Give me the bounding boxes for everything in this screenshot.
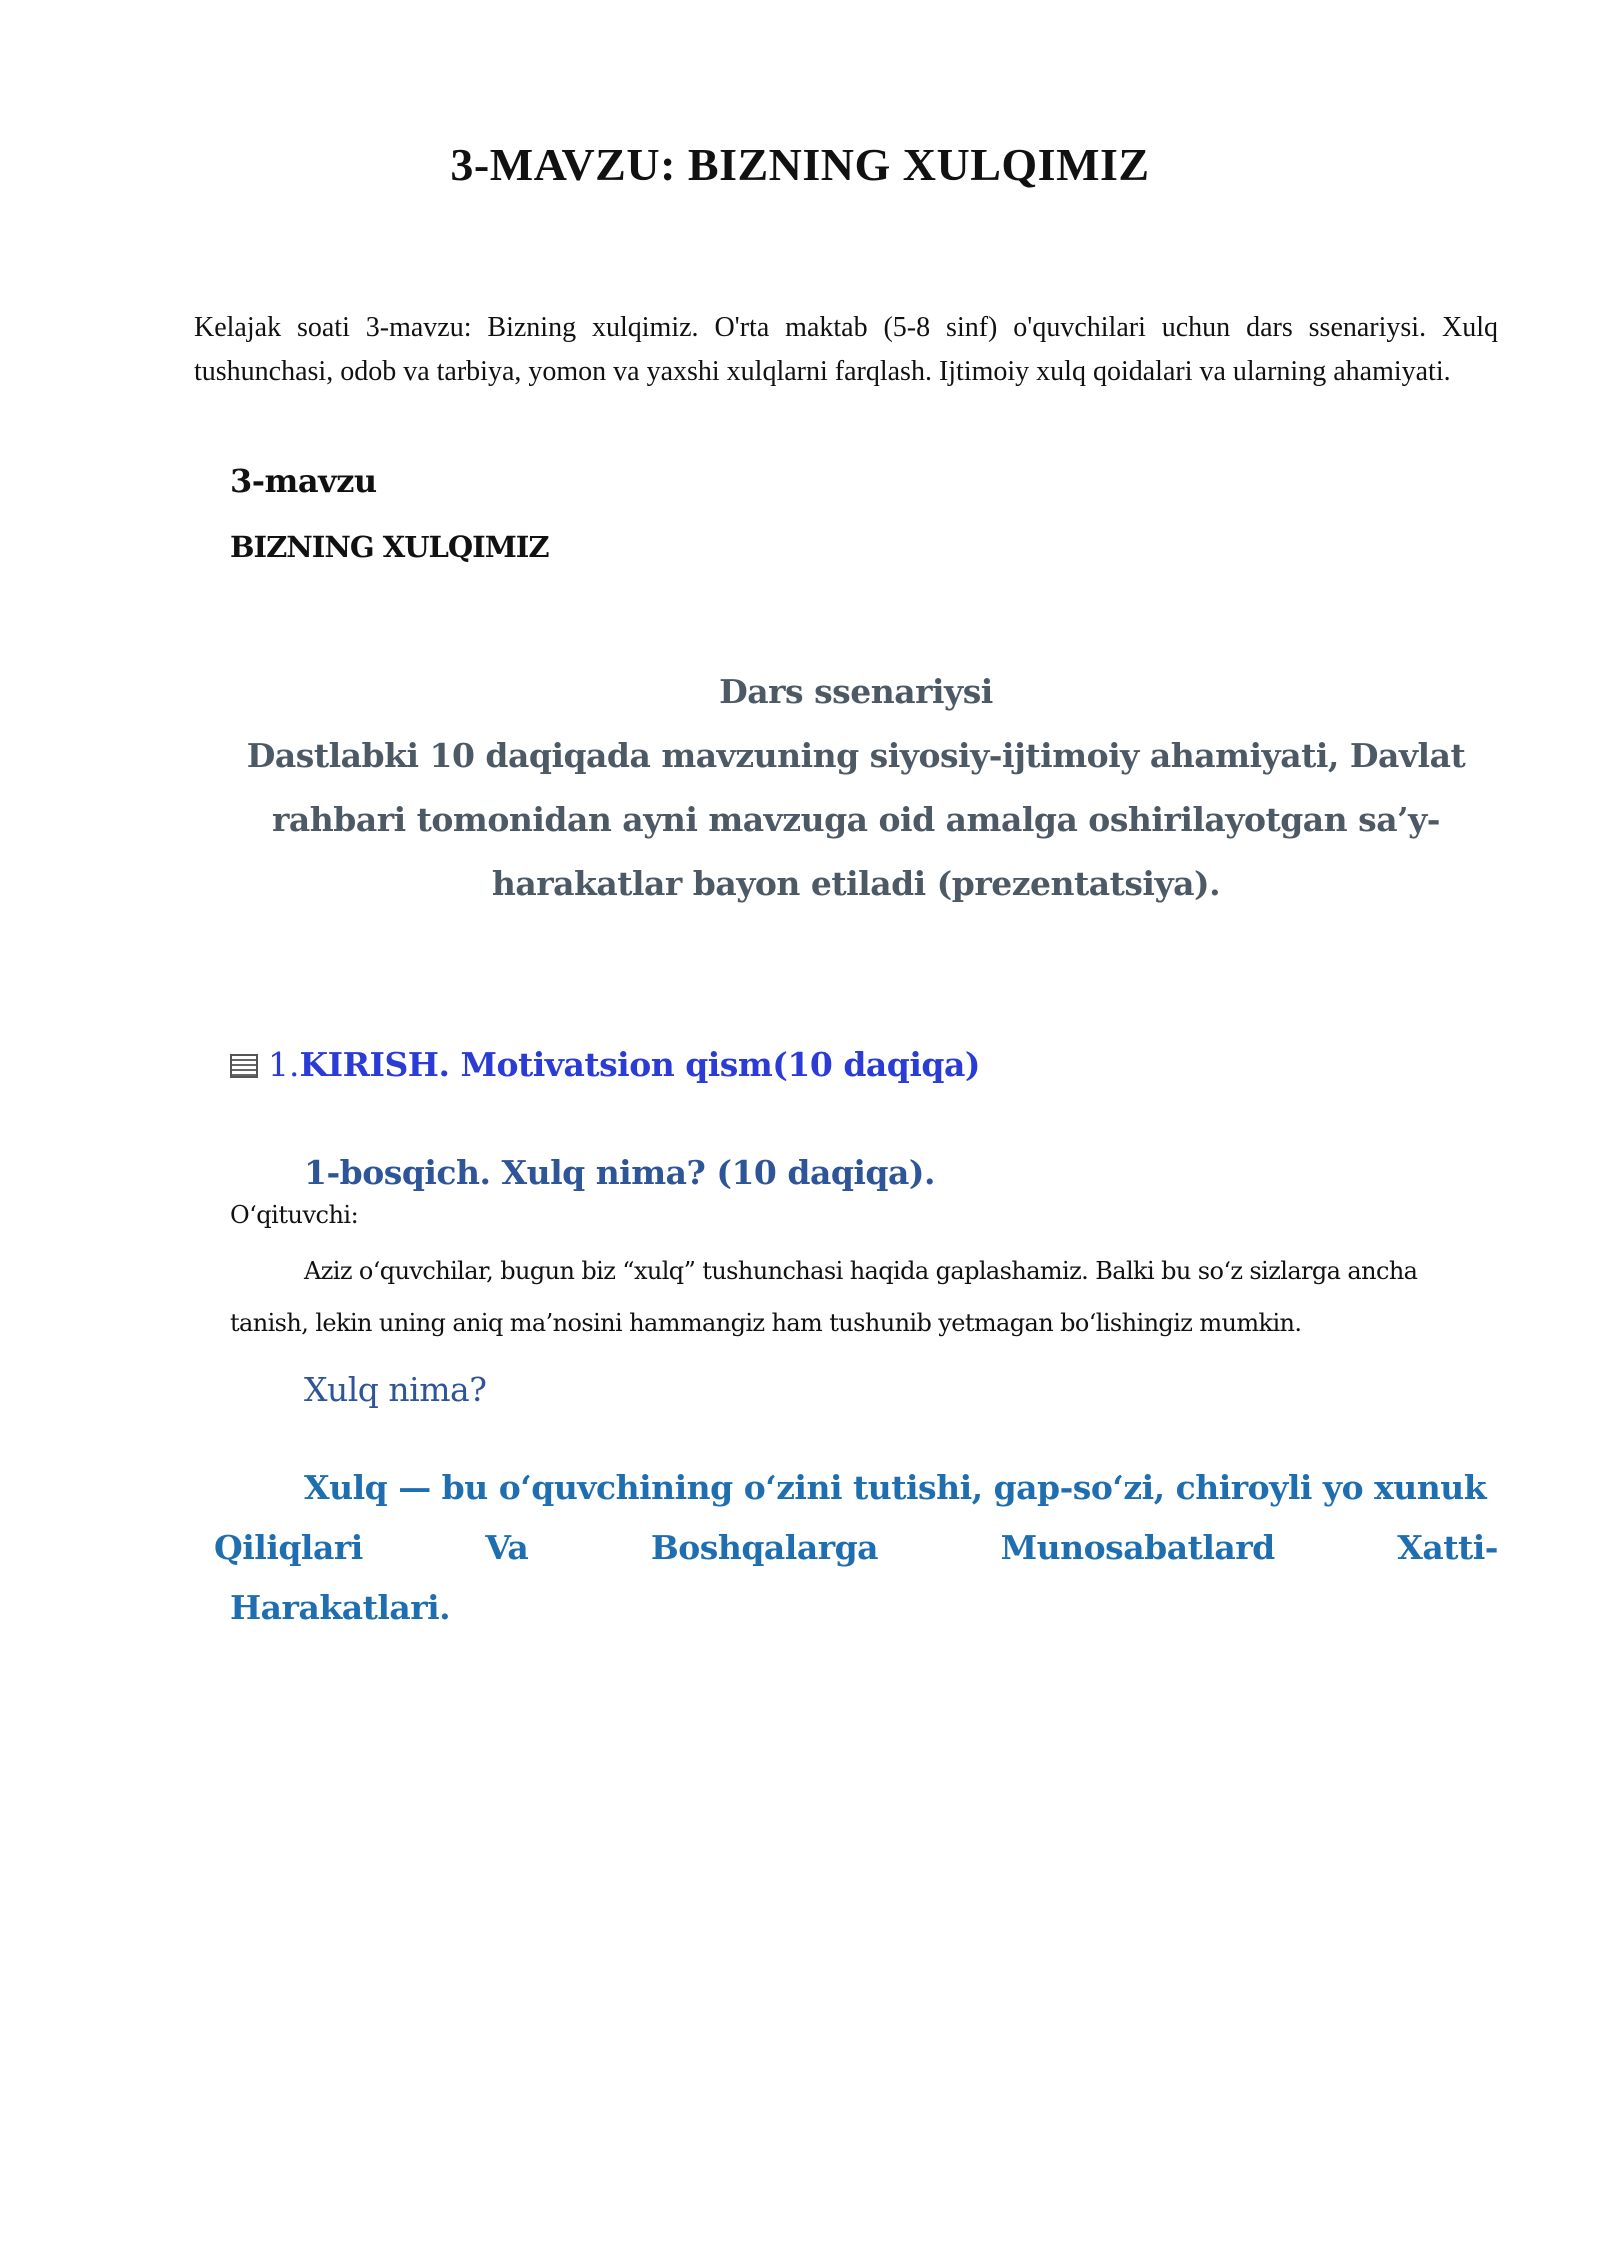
definition-word: Boshqalarga — [650, 1528, 879, 1567]
definition-line: Xulq — bu o‘quvchining o‘zini tutishi, gap-so‘zi, chiroyli yo xunuk — [304, 1468, 1487, 1507]
question-text: Xulq nima? — [304, 1370, 487, 1409]
section-title: KIRISH. Motivatsion qism(10 daqiqa) — [299, 1045, 980, 1084]
summary-paragraph: Kelajak soati 3-mavzu: Bizning xulqimiz. O'rta maktab (5-8 sinf) o'quvchilari uchun dars ssenariysi. Xulq tushunchasi, odob va tarbiya, yomon va yaxshi xulqlarni farqlash. Ijtimoiy xulq qoidalari va ularning ahamiyati. — [194, 312, 1498, 387]
definition-word: Xatti- — [1397, 1528, 1498, 1567]
definition-line-justified — [214, 1528, 1498, 1567]
document-title: 3-MAVZU: BIZNING XULQIMIZ — [450, 139, 1150, 190]
teacher-label: O‘qituvchi: — [230, 1201, 359, 1229]
teacher-speech: Aziz o‘quvchilar, bugun biz “xulq” tushunchasi haqida gaplashamiz. Balki bu so‘z sizlarga ancha tanish, lekin uning aniq ma’nosini hammangiz ham tushunib yetmagan bo‘lishingiz mumkin. — [230, 1257, 1418, 1337]
scenario-text-line: Dastlabki 10 daqiqada mavzuning siyosiy-ijtimoiy ahamiyati, Davlat — [246, 736, 1466, 775]
definition-word: Qiliqlari — [214, 1528, 363, 1567]
document-lines-icon — [230, 1054, 258, 1078]
stage-heading: 1-bosqich. Xulq nima? (10 daqiqa). — [304, 1153, 935, 1192]
scenario-text-line: rahbari tomonidan ayni mavzuga oid amalga oshirilayotgan sa’y- — [272, 800, 1440, 839]
definition-word: Va — [485, 1528, 529, 1567]
section-number: 1. — [268, 1045, 300, 1084]
scenario-title: Dars ssenariysi — [719, 672, 993, 711]
topic-label: 3-mavzu — [230, 462, 377, 500]
topic-name: BIZNING XULQIMIZ — [230, 530, 549, 564]
section-heading — [230, 1045, 980, 1084]
definition-line: Harakatlari. — [230, 1588, 451, 1627]
scenario-text-line: harakatlar bayon etiladi (prezentatsiya). — [491, 864, 1221, 903]
definition-word: Munosabatlard — [1000, 1528, 1275, 1567]
